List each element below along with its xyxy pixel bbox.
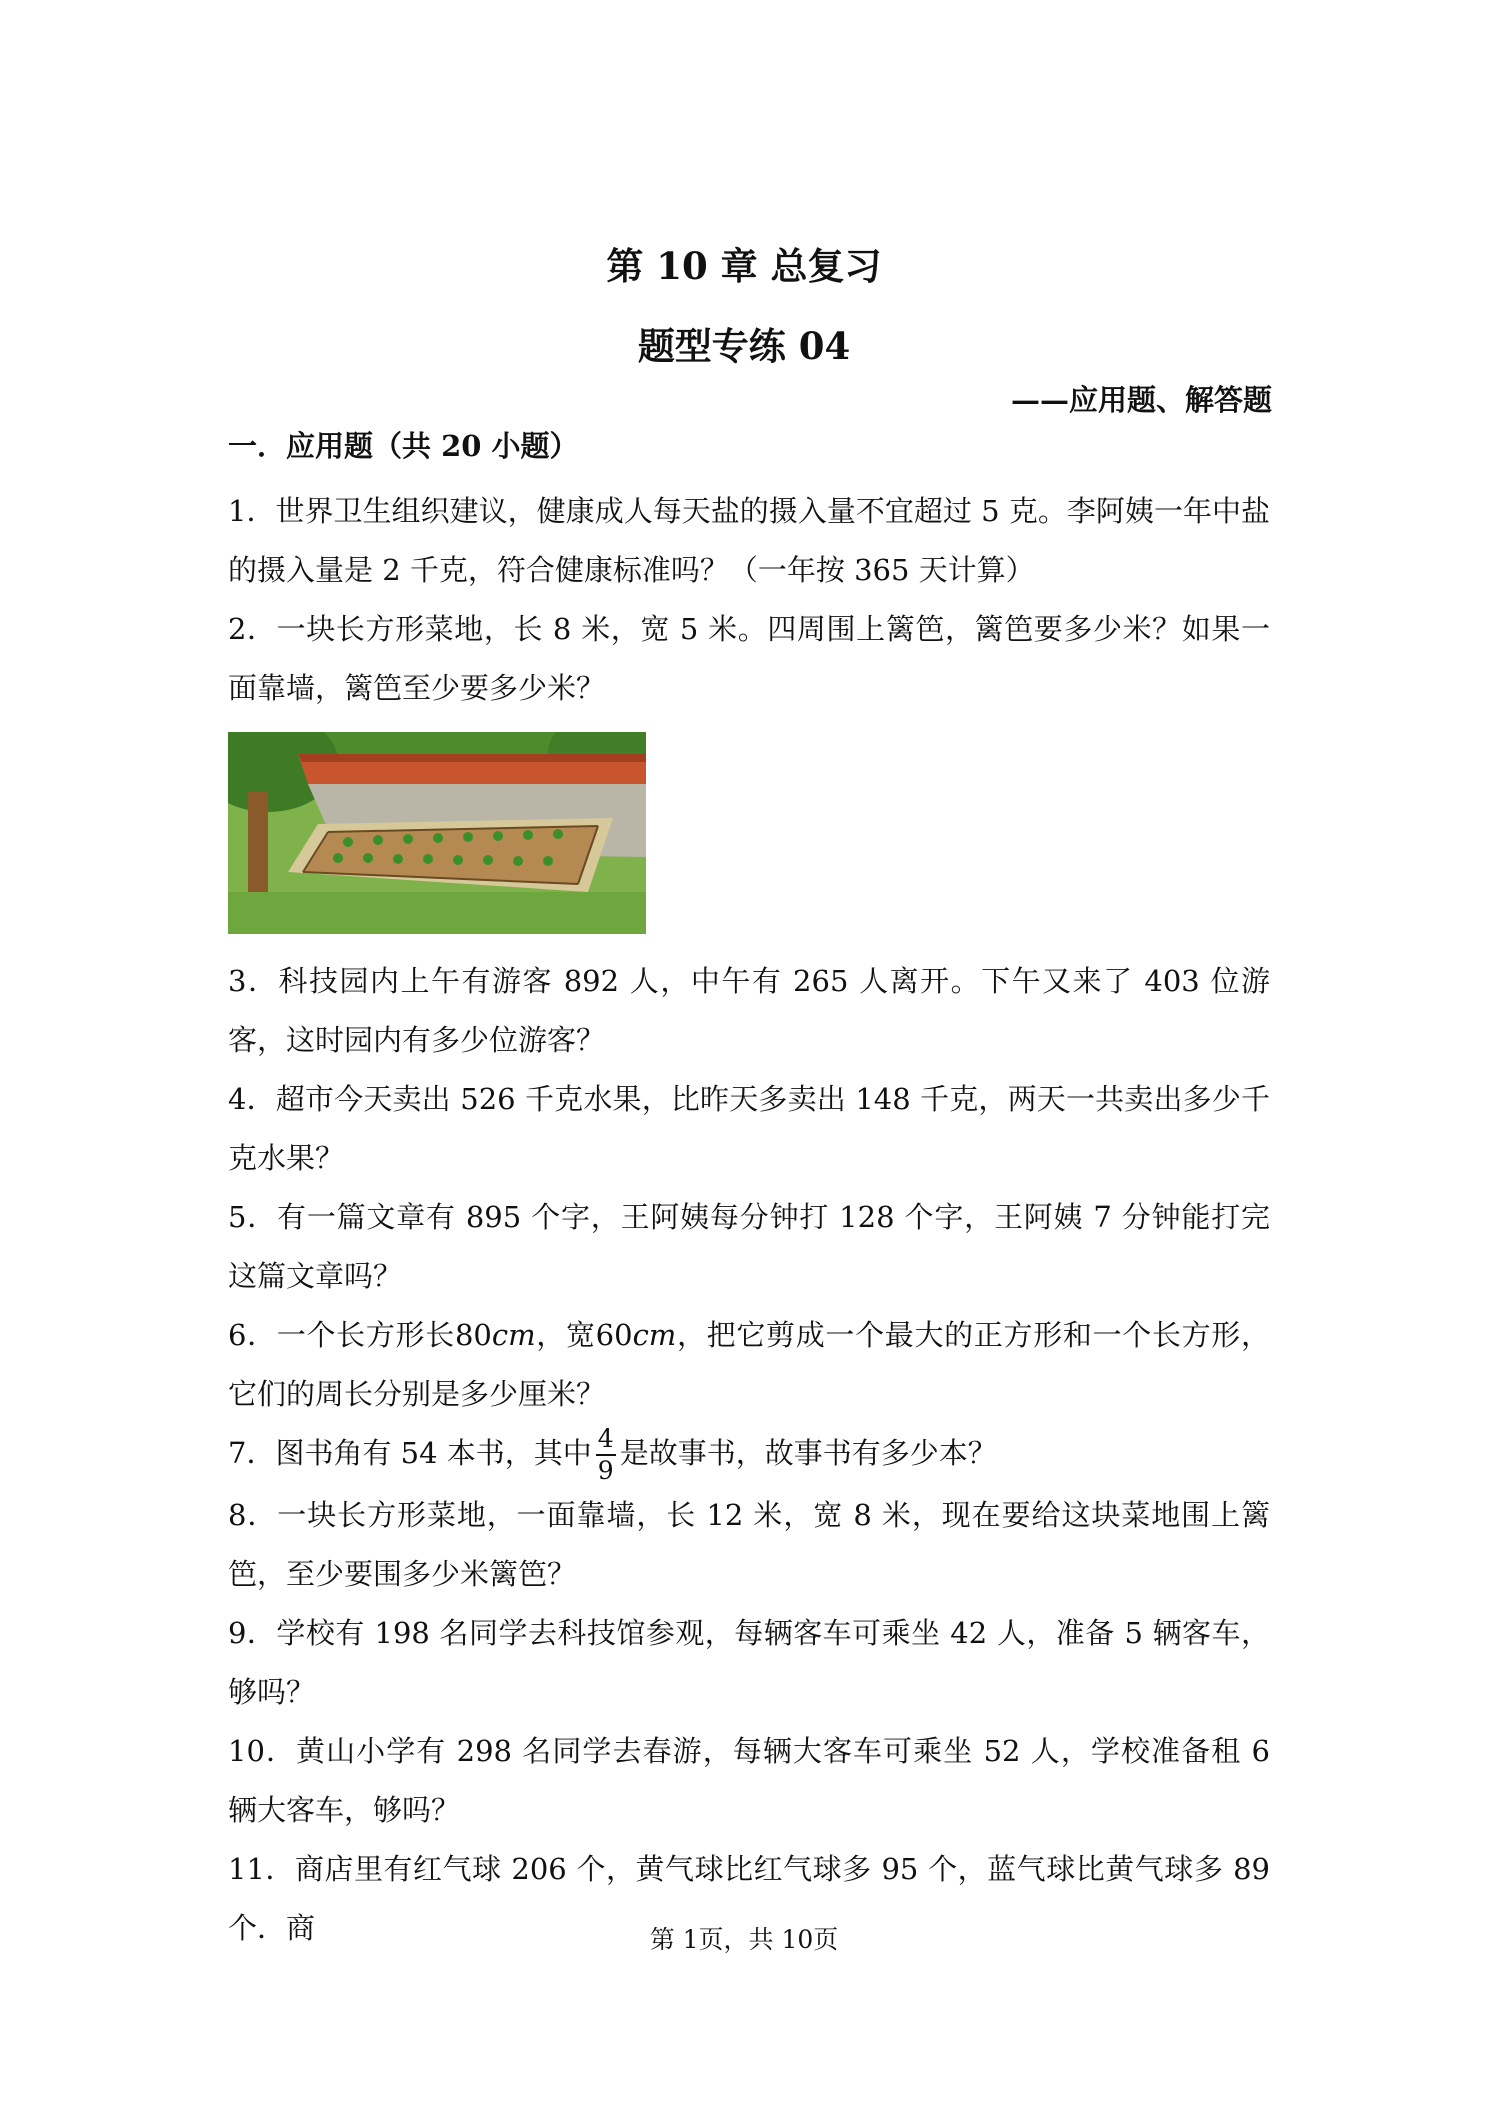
question-3: 3．科技园内上午有游客 892 人，中午有 265 人离开。下午又来了 403 位游客，这时园内有多少位游客？ bbox=[228, 964, 1270, 1057]
question-7 bbox=[228, 1424, 1270, 1486]
length-unit: cm bbox=[491, 1318, 536, 1352]
topic-subtitle: ——应用题、解答题 bbox=[1010, 383, 1272, 417]
question-7-prefix: 7．图书角有 54 本书，其中 bbox=[228, 1436, 592, 1470]
question-list bbox=[228, 482, 1270, 1958]
length-value: 80 bbox=[454, 1318, 492, 1352]
question-6-prefix: 6．一个长方形长 bbox=[228, 1318, 455, 1352]
width-unit: cm bbox=[632, 1318, 677, 1352]
question-4: 4．超市今天卖出 526 千克水果，比昨天多卖出 148 千克，两天一共卖出多少千克水果？ bbox=[228, 1082, 1270, 1175]
section-heading: 一．应用题（共 20 小题） bbox=[228, 429, 579, 463]
question-10: 10．黄山小学有 298 名同学去春游，每辆大客车可乘坐 52 人，学校准备租 6 辆大客车，够吗？ bbox=[228, 1734, 1270, 1827]
question-1: 1．世界卫生组织建议，健康成人每天盐的摄入量不宜超过 5 克。李阿姨一年中盐的摄入量是 2 千克，符合健康标准吗？（一年按 365 天计算） bbox=[228, 494, 1270, 587]
question-8: 8．一块长方形菜地，一面靠墙，长 12 米，宽 8 米，现在要给这块菜地围上篱笆，至少要围多少米篱笆？ bbox=[228, 1498, 1270, 1591]
question-5: 5．有一篇文章有 895 个字，王阿姨每分钟打 128 个字，王阿姨 7 分钟能打完这篇文章吗？ bbox=[228, 1200, 1270, 1293]
vegetable-garden-illustration bbox=[228, 732, 646, 934]
question-7-suffix: 是故事书，故事书有多少本？ bbox=[619, 1436, 997, 1470]
fraction-numerator: 4 bbox=[596, 1424, 616, 1456]
page-footer: 第 1页，共 10页 bbox=[649, 1925, 839, 1954]
question-9: 9．学校有 198 名同学去科技馆参观，每辆客车可乘坐 42 人，准备 5 辆客车，够吗？ bbox=[228, 1616, 1270, 1709]
width-value: 60 bbox=[595, 1318, 633, 1352]
question-6-suffix: ，把它剪成一个最大的正方形和一个长方形，它们的周长分别是多少厘米？ bbox=[228, 1318, 1270, 1411]
question-11: 11．商店里有红气球 206 个，黄气球比红气球多 95 个，蓝气球比黄气球多 89 个．商 bbox=[228, 1852, 1270, 1945]
fraction bbox=[596, 1424, 616, 1486]
question-6 bbox=[228, 1306, 1270, 1424]
question-2: 2．一块长方形菜地，长 8 米，宽 5 米。四周围上篱笆，篱笆要多少米？如果一面靠墙，篱笆至少要多少米？ bbox=[228, 612, 1270, 705]
question-6-mid: ，宽 bbox=[535, 1318, 596, 1352]
page-title: 题型专练 04 bbox=[637, 324, 851, 368]
fraction-denominator: 9 bbox=[597, 1456, 614, 1485]
chapter-title: 第 10 章 总复习 bbox=[606, 244, 882, 288]
